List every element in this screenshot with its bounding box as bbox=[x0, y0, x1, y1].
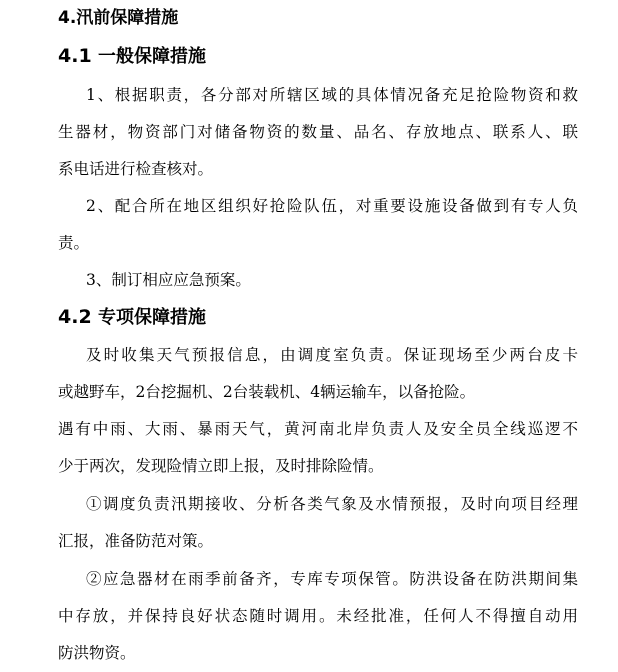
general-measure-2 bbox=[58, 188, 578, 262]
subsection-title: 专项保障措施 bbox=[97, 307, 206, 328]
subsection-title: 一般保障措施 bbox=[97, 46, 206, 67]
special-measure-4 bbox=[58, 561, 578, 672]
paragraph-line: 或越野车，2台挖掘机、2台装载机、4辆运输车，以备抢险。 bbox=[58, 383, 476, 401]
special-measure-1 bbox=[58, 337, 578, 411]
paragraph-line: 汇报，准备防范对策。 bbox=[58, 532, 214, 550]
special-measure-3 bbox=[58, 486, 578, 560]
section-heading: 4.汛前保障措施 bbox=[58, 8, 179, 28]
paragraph-line: 防洪物资。 bbox=[58, 644, 136, 662]
paragraph-line: 中存放，并保持良好状态随时调用。未经批准，任何人不得擅自动用 bbox=[58, 607, 578, 625]
paragraph-line: 及时收集天气预报信息，由调度室负责。保证现场至少两台皮卡 bbox=[86, 346, 578, 364]
general-measure-1 bbox=[58, 77, 578, 188]
subsection-number: 4.2 bbox=[58, 306, 92, 328]
paragraph-line: 遇有中雨、大雨、暴雨天气，黄河南北岸负责人及安全员全线巡逻不 bbox=[58, 420, 578, 438]
paragraph-line: 少于两次，发现险情立即上报，及时排除险情。 bbox=[58, 457, 384, 475]
paragraph-line: ①调度负责汛期接收、分析各类气象及水情预报，及时向项目经理 bbox=[86, 495, 578, 513]
paragraph-line: 3、制订相应应急预案。 bbox=[86, 271, 251, 289]
subsection-number: 4.1 bbox=[58, 45, 92, 67]
paragraph-line: 系电话进行检查核对。 bbox=[58, 160, 214, 178]
paragraph-line: 1、根据职责，各分部对所辖区域的具体情况备充足抢险物资和救 bbox=[86, 86, 578, 104]
paragraph-line: 责。 bbox=[58, 234, 90, 252]
paragraph-line: 2、配合所在地区组织好抢险队伍，对重要设施设备做到有专人负 bbox=[86, 197, 578, 215]
paragraph-line: ②应急器材在雨季前备齐，专库专项保管。防洪设备在防洪期间集 bbox=[86, 570, 578, 588]
subsection-heading-special bbox=[58, 303, 206, 332]
paragraph-line: 生器材，物资部门对储备物资的数量、品名、存放地点、联系人、联 bbox=[58, 123, 578, 141]
subsection-heading-general bbox=[58, 42, 206, 71]
special-measure-2 bbox=[58, 411, 578, 485]
general-measure-3 bbox=[58, 262, 578, 299]
